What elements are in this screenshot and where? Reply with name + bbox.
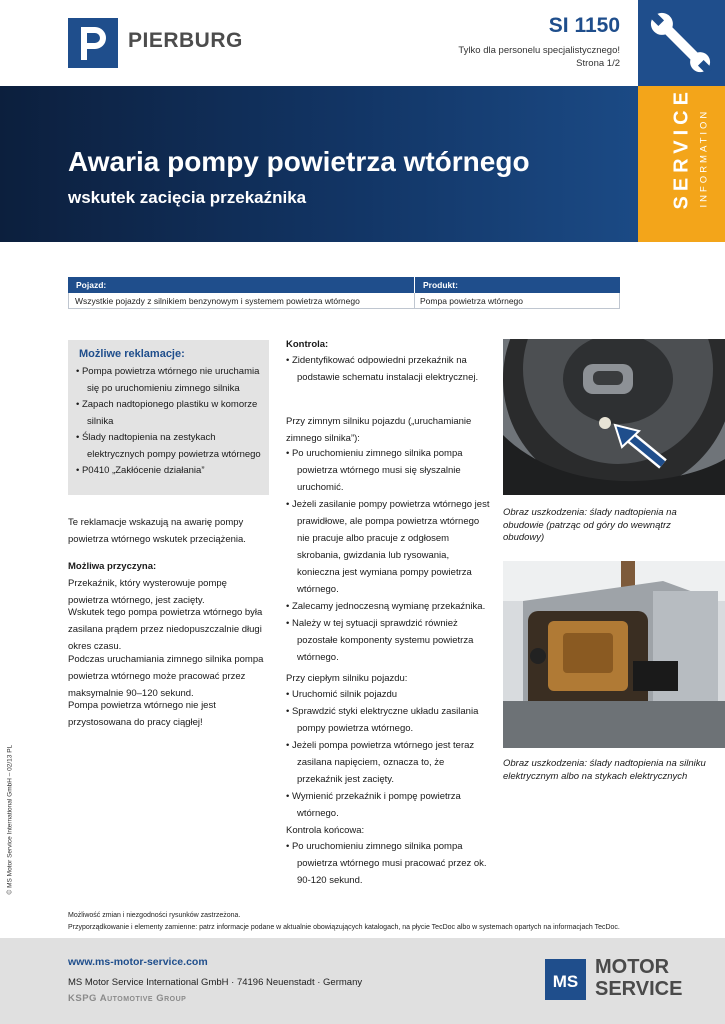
- cause-title: Możliwa przyczyna:: [68, 561, 157, 572]
- cause-paragraph: Przekaźnik, który wysterowuje pompę powietrza wtórnego, jest zacięty.: [68, 578, 227, 606]
- logo-service: SERVICE: [595, 978, 683, 1000]
- list-item: • Uruchomić silnik pojazdu: [286, 686, 491, 703]
- page-number: Strona 1/2: [576, 58, 620, 69]
- list-item: • Sprawdzić styki elektryczne układu zasilania pompy powietrza wtórnego.: [286, 703, 491, 737]
- list-item: • Wymienić przekaźnik i pompę powietrza wtórnego.: [286, 788, 491, 822]
- caption-housing: Obraz uszkodzenia: ślady nadtopienia na obudowie (patrząc od góry do wewnątrz obudowy): [503, 507, 677, 543]
- information-label: INFORMATION: [698, 108, 710, 208]
- cold-engine-list: [286, 445, 491, 666]
- disclaimer-parts: Przyporządkowanie i elementy zamienne: patrz informacje podane w aktualnie obowiązujących katalogach, na płycie TecDoc albo w systemach opartych na informacjach TecDoc.: [68, 924, 620, 931]
- pierburg-logo-mark: [68, 18, 118, 68]
- website-link[interactable]: www.ms-motor-service.com: [68, 956, 208, 968]
- vehicle-value: Wszystkie pojazdy z silnikiem benzynowym i systemem powietrza wtórnego: [68, 293, 415, 309]
- warm-engine-intro: Przy ciepłym silniku pojazdu:: [286, 673, 408, 684]
- list-item: • Po uruchomieniu zimnego silnika pompa powietrza wtórnego musi pracować przez ok. 90-120 sekund.: [286, 838, 491, 889]
- vehicle-header: Pojazd:: [68, 277, 414, 293]
- final-check-list: [286, 838, 491, 889]
- list-item: • Po uruchomieniu zimnego silnika pompa powietrza wtórnego musi się słyszalnie uruchomić.: [286, 445, 491, 496]
- control-title: Kontrola:: [286, 339, 329, 350]
- list-item: • Ślady nadtopienia na zestykach elektrycznych pompy powietrza wtórnego: [76, 430, 264, 463]
- caption-motor: Obraz uszkodzenia: ślady nadtopienia na silniku elektrycznym albo na stykach elektrycznych: [503, 758, 706, 782]
- brand-name: PIERBURG: [128, 29, 243, 52]
- product-value: Pompa powietrza wtórnego: [414, 293, 620, 309]
- copyright-note: © MS Motor Service International GmbH – 02/13 PL: [6, 744, 14, 895]
- final-check-title: Kontrola końcowa:: [286, 825, 365, 836]
- damage-photo-motor: [503, 561, 725, 748]
- disclaimer-changes: Możliwość zmian i niezgodności rysunków zastrzeżona.: [68, 912, 241, 919]
- intro-paragraph: Te reklamacje wskazują na awarię pompy powietrza wtórnego wskutek przeciążenia.: [68, 517, 246, 545]
- motor-service-logo-mark: [545, 959, 586, 1000]
- service-info-number: SI 1150: [548, 14, 620, 37]
- list-item: • Zapach nadtopionego plastiku w komorze silnika: [76, 397, 264, 430]
- cause-paragraph: Wskutek tego pompa powietrza wtórnego była zasilana prądem przez niedopuszczalnie długi okres czasu.: [68, 607, 263, 652]
- control-list: [286, 352, 491, 386]
- damage-photo-housing: [503, 339, 725, 495]
- company-address: MS Motor Service International GmbH · 74196 Neuenstadt · Germany: [68, 977, 363, 988]
- wrench-icon: [638, 0, 725, 86]
- logo-motor: MOTOR: [595, 956, 670, 978]
- service-label: SERVICE: [670, 87, 693, 210]
- list-item: • P0410 „Zakłócenie działania”: [76, 463, 264, 480]
- list-item: • Jeżeli pompa powietrza wtórnego jest teraz zasilana napięciem, oznacza to, że przekaźnik jest zacięty.: [286, 737, 491, 788]
- list-item: • Należy w tej sytuacji sprawdzić również pozostałe komponenty systemu powietrza wtórnego.: [286, 615, 491, 666]
- complaints-title: Możliwe reklamacje:: [79, 348, 185, 360]
- list-item: • Zidentyfikować odpowiedni przekaźnik na podstawie schematu instalacji elektrycznej.: [286, 352, 491, 386]
- product-header: Produkt:: [415, 277, 620, 293]
- audience-note: Tylko dla personelu specjalistycznego!: [458, 45, 620, 56]
- cause-paragraph: Podczas uruchamiania zimnego silnika pompa powietrza wtórnego może pracować przez maksymalnie 90–120 sekund.: [68, 654, 264, 699]
- list-item: • Jeżeli zasilanie pompy powietrza wtórnego jest prawidłowe, ale pompa powietrza wtórnego nie pracuje albo pracuje z odgłosem skrobania, gwizdania lub rysowania, konieczna jest wymiana pompy powietrza wtórnego.: [286, 496, 491, 598]
- document-subtitle: wskutek zacięcia przekaźnika: [68, 188, 307, 207]
- list-item: • Zalecamy jednoczesną wymianę przekaźnika.: [286, 598, 491, 615]
- logo-mark-text: MS: [552, 972, 579, 991]
- group-name: KSPG Automotive Group: [68, 993, 187, 1004]
- cause-paragraph: Pompa powietrza wtórnego nie jest przystosowana do pracy ciągłej!: [68, 700, 216, 728]
- warm-engine-list: [286, 686, 491, 822]
- complaints-list: [76, 364, 264, 480]
- cold-engine-intro: Przy zimnym silniku pojazdu („uruchamianie zimnego silnika”):: [286, 416, 472, 444]
- document-title: Awaria pompy powietrza wtórnego: [68, 146, 530, 177]
- list-item: • Pompa powietrza wtórnego nie uruchamia się po uruchomieniu zimnego silnika: [76, 364, 264, 397]
